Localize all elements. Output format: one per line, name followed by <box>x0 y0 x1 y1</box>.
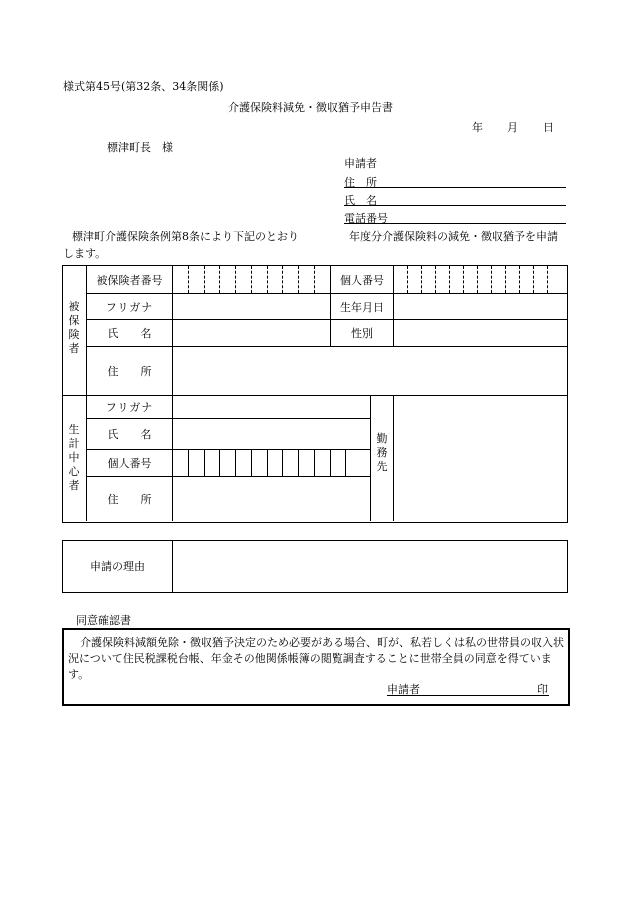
insured-furigana-label: フリガナ <box>105 300 154 314</box>
date-year-label: 年 <box>472 121 483 134</box>
reason-input[interactable] <box>173 541 566 591</box>
household-name-label: 氏 名 <box>107 428 152 441</box>
insured-number-label: 被保険者番号 <box>96 273 163 287</box>
insured-furigana-input[interactable] <box>173 294 330 319</box>
addressee: 標津町長 様 <box>107 141 173 154</box>
form-title: 介護保険料減免・徴収猶予申告書 <box>228 101 393 114</box>
insured-section-label: 被保険者 <box>68 300 80 355</box>
consent-text: 介護保険料減額免除・徴収猶予決定のため必要がある場合、町が、私若しくは私の世帯員の収入状況について住民税課税台帳、年金その他関係帳簿の閲覧調査することに世帯全員の同意を得ています。 <box>68 636 564 681</box>
insured-gender-input[interactable] <box>394 320 566 346</box>
household-furigana-input[interactable] <box>173 396 370 418</box>
applicant-address-label: 住 所 <box>344 176 377 189</box>
applicant-phone-label: 電話番号 <box>344 212 388 225</box>
workplace-label: 勤務先 <box>376 432 388 473</box>
consent-signer-label: 申請者 <box>387 683 420 696</box>
consent-seal-label: 印 <box>537 683 548 696</box>
consent-signature-line[interactable] <box>387 695 549 696</box>
insured-name-input[interactable] <box>173 320 330 346</box>
household-address-label: 住 所 <box>107 493 152 506</box>
date-day-label: 日 <box>543 121 554 134</box>
applicant-label: 申請者 <box>344 157 377 170</box>
household-head-section-label: 生計中心者 <box>68 423 80 492</box>
insured-gender-label: 性別 <box>351 327 373 340</box>
form-number: 様式第45号(第32条、34条関係) <box>63 80 224 93</box>
household-address-input[interactable] <box>173 477 370 521</box>
date-month-label: 月 <box>507 121 518 134</box>
intro-text-right: 年度分介護保険料の減免・徴収猶予を申請 <box>349 230 558 243</box>
applicant-address-line[interactable] <box>344 187 566 188</box>
household-furigana-label: フリガナ <box>105 401 154 414</box>
reason-label: 申請の理由 <box>90 560 145 573</box>
intro-text-line2: します。 <box>63 247 107 260</box>
workplace-input[interactable] <box>394 396 566 521</box>
insured-address-input[interactable] <box>173 347 566 395</box>
household-name-input[interactable] <box>173 419 370 449</box>
household-personal-number-label: 個人番号 <box>107 457 152 470</box>
consent-title: 同意確認書 <box>76 614 131 627</box>
applicant-name-label: 氏 名 <box>344 194 377 207</box>
insured-personal-number-label: 個人番号 <box>340 273 384 287</box>
intro-text-left: 標津町介護保険条例第8条により下記のとおり <box>72 230 299 243</box>
applicant-name-line[interactable] <box>344 205 566 206</box>
insured-address-label: 住 所 <box>107 365 152 378</box>
insured-birthdate-input[interactable] <box>394 294 566 319</box>
insured-name-label: 氏 名 <box>107 327 152 340</box>
insured-birthdate-label: 生年月日 <box>340 300 384 314</box>
applicant-phone-line[interactable] <box>344 223 566 224</box>
